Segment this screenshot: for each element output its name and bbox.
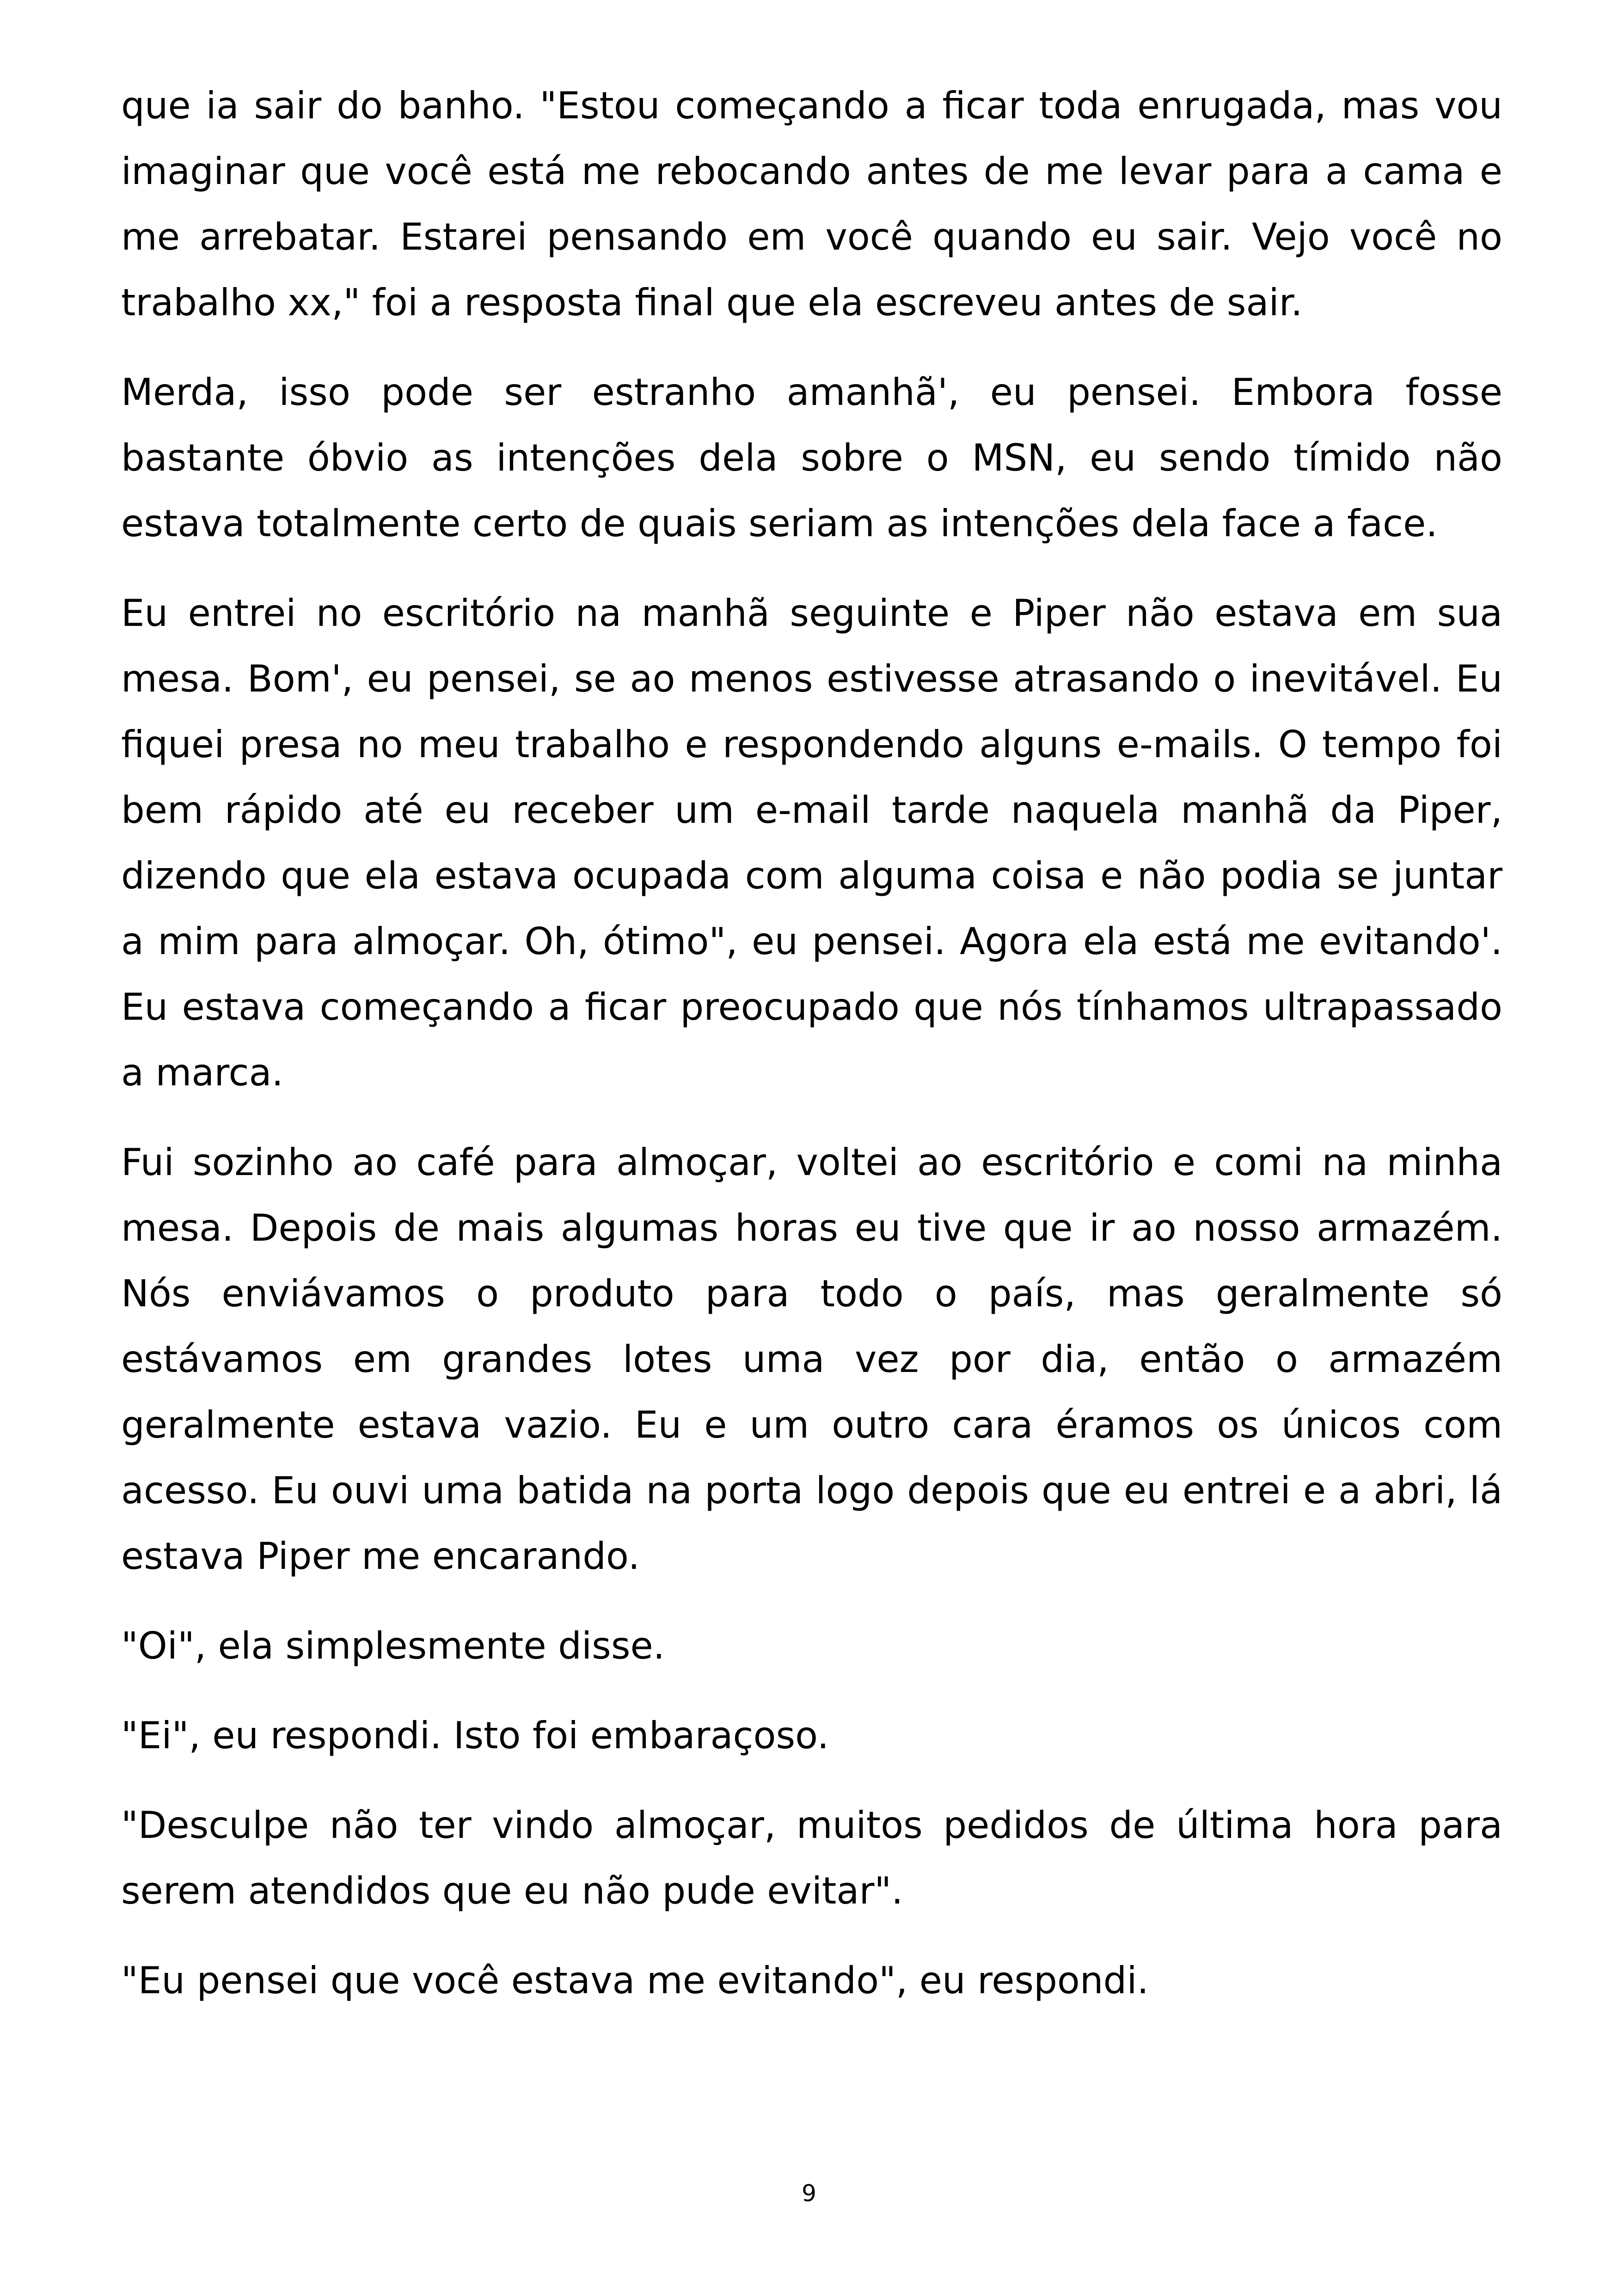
paragraph: "Oi", ela simplesmente disse.	[121, 1624, 665, 1667]
paragraph: "Desculpe não ter vindo almoçar, muitos pedidos de última hora para serem atendidos que eu não pude evitar".	[121, 1804, 1502, 1912]
paragraph: Fui sozinho ao café para almoçar, voltei ao escritório e comi na minha mesa. Depois de mais algumas horas eu tive que ir ao nosso armazém. Nós enviávamos o produto para todo o país, mas geralmente só estávamos em grandes lotes uma vez por dia, então o armazém geralmente estava vazio. Eu e um outro cara éramos os únicos com acesso. Eu ouvi uma batida na porta logo depois que eu entrei e a abri, lá estava Piper me encarando.	[121, 1141, 1502, 1578]
paragraph: "Ei", eu respondi. Isto foi embaraçoso.	[121, 1714, 829, 1757]
paragraph: Merda, isso pode ser estranho amanhã', eu pensei. Embora fosse bastante óbvio as intenções dela sobre o MSN, eu sendo tímido não estava totalmente certo de quais seriam as intenções dela face a face.	[121, 371, 1502, 545]
page-number: 9	[802, 2180, 816, 2207]
paragraph: que ia sair do banho. "Estou começando a ficar toda enrugada, mas vou imaginar que você está me rebocando antes de me levar para a cama e me arrebatar. Estarei pensando em você quando eu sair. Vejo você no trabalho xx," foi a resposta final que ela escreveu antes de sair.	[121, 84, 1502, 324]
paragraph: Eu entrei no escritório na manhã seguinte e Piper não estava em sua mesa. Bom', eu pensei, se ao menos estivesse atrasando o inevitável. Eu fiquei presa no meu trabalho e respondendo alguns e-mails. O tempo foi bem rápido até eu receber um e-mail tarde naquela manhã da Piper, dizendo que ela estava ocupada com alguma coisa e não podia se juntar a mim para almoçar. Oh, ótimo", eu pensei. Agora ela está me evitando'. Eu estava começando a ficar preocupado que nós tínhamos ultrapassado a marca.	[121, 592, 1502, 1094]
paragraph: "Eu pensei que você estava me evitando", eu respondi.	[121, 1959, 1149, 2002]
body-text	[121, 73, 1502, 2038]
